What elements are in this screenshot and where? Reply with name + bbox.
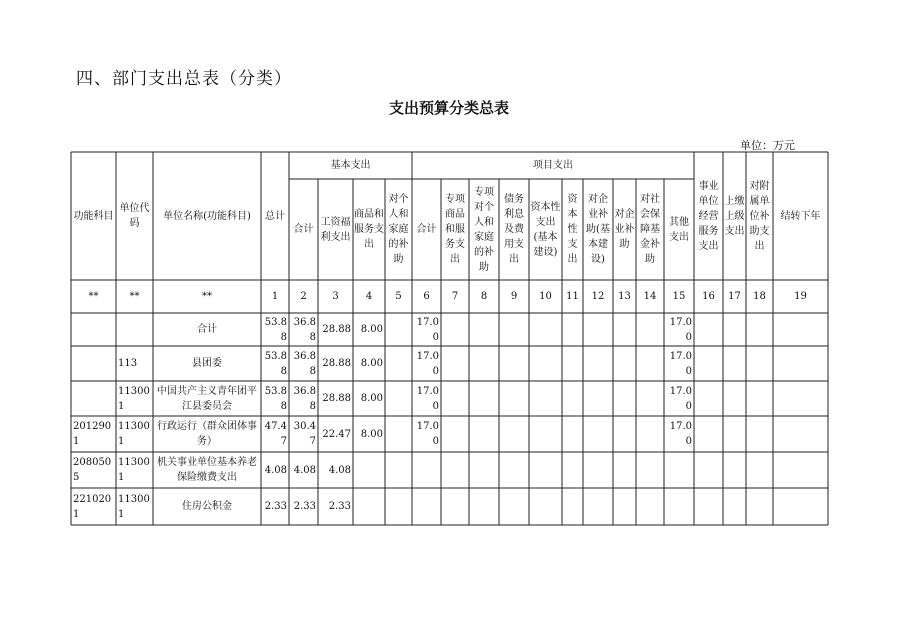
cell-total: 53.88 (264, 385, 287, 412)
index-cell: 7 (451, 291, 459, 302)
index-cell: 6 (423, 291, 430, 302)
cell-total: 47.47 (264, 421, 287, 447)
column-header-proj-other: 其他支出 (669, 216, 689, 243)
cell-func-subject (71, 381, 116, 416)
cell-proj-other: 17.00 (669, 350, 692, 377)
cell-unit-code: 113001 (118, 385, 150, 412)
cell-unit-code: 113001 (118, 457, 150, 483)
cell-proj-total (412, 488, 441, 525)
cell-proj-total: 17.00 (416, 421, 439, 447)
index-cell: 18 (753, 291, 766, 302)
table-title: 支出预算分类总表 (388, 99, 509, 117)
cell-basic-goods (353, 452, 385, 488)
column-header-basic-personal: 对个人和家庭的补助 (388, 194, 409, 265)
column-header-proj-capital: 资本性支出 (567, 194, 578, 265)
index-cell: 17 (728, 291, 741, 302)
cell-basic-goods (353, 488, 385, 525)
index-cell: 11 (566, 291, 579, 302)
cell-proj-total (412, 452, 441, 488)
cell-total: 2.33 (264, 501, 287, 512)
cell-basic-goods: 8.00 (360, 428, 383, 440)
cell-proj-other: 17.00 (669, 316, 692, 343)
cell-unit-name: 合计 (197, 324, 217, 335)
index-cell: ** (202, 291, 212, 302)
group-header-basic: 基本支出 (330, 160, 371, 171)
cell-basic-goods: 8.00 (360, 358, 383, 369)
index-cell: 10 (539, 291, 552, 302)
cell-unit-code: 113 (118, 358, 138, 369)
cell-basic-goods: 8.00 (360, 393, 383, 404)
cell-basic-salary: 28.88 (322, 393, 351, 404)
cell-basic-goods: 8.00 (360, 324, 383, 335)
cell-proj-total: 17.00 (416, 316, 439, 343)
column-header-proj-enterprise: 对企业补助 (614, 209, 635, 250)
index-cell: ** (88, 291, 99, 302)
cell-basic-salary: 28.88 (322, 324, 351, 335)
index-cell: 3 (332, 291, 339, 302)
cell-basic-salary: 4.08 (328, 464, 351, 476)
cell-basic-total: 4.08 (293, 464, 316, 476)
column-header-total: 总计 (265, 210, 285, 222)
column-header-basic-salary: 工资福利支出 (320, 216, 351, 243)
cell-basic-total: 30.47 (293, 421, 316, 447)
cell-unit-name: 机关事业单位基本养老保险缴费支出 (157, 457, 257, 483)
index-cell: 15 (672, 291, 686, 302)
cell-unit-name: 行政运行（群众团体事务） (157, 421, 257, 447)
cell-unit-name: 县团委 (192, 358, 222, 369)
column-header-unit-name: 单位名称(功能科目) (163, 210, 251, 222)
cell-basic-total: 36.88 (293, 350, 316, 377)
column-header-proj-enterprise-basic: 对企业补助(基本建设) (586, 194, 610, 265)
column-header-service: 事业单位经营服务支出 (698, 180, 719, 252)
cell-total: 53.88 (264, 350, 287, 377)
cell-basic-salary: 28.88 (322, 358, 351, 369)
cell-func-subject (71, 346, 116, 381)
cell-unit-name: 住房公积金 (182, 501, 232, 512)
cell-unit-code (116, 313, 153, 346)
index-cell: 1 (271, 291, 279, 302)
index-cell: 5 (395, 291, 402, 302)
cell-func-subject: 2210201 (73, 493, 112, 520)
column-header-proj-personal: 专项对个人和家庭的补助 (474, 186, 494, 273)
index-cell: 8 (480, 291, 488, 302)
cell-proj-other (664, 452, 694, 488)
cell-proj-total: 17.00 (416, 350, 439, 377)
cell-total: 53.88 (264, 316, 287, 343)
cell-proj-other: 17.00 (669, 421, 692, 447)
unit-label: 单位：万元 (740, 139, 795, 152)
index-cell: 13 (618, 291, 631, 302)
cell-basic-salary: 22.47 (322, 428, 351, 440)
column-header-basic-total: 合计 (293, 224, 314, 235)
index-cell: 19 (794, 291, 807, 302)
section-title: 四、部门支出总表（分类） (76, 69, 292, 89)
column-header-carry: 结转下年 (780, 210, 821, 222)
cell-basic-total: 2.33 (293, 501, 316, 512)
index-cell: 2 (300, 291, 307, 302)
cell-proj-other (664, 488, 694, 525)
cell-basic-total: 36.88 (293, 385, 316, 412)
column-header-proj-capital-basic: 资本性支出(基本建设) (530, 201, 561, 258)
column-header-proj-goods: 专项商品和服务支出 (445, 194, 465, 265)
cell-basic-total: 36.88 (293, 316, 316, 343)
column-header-func-subject: 功能科目 (73, 210, 114, 222)
index-cell: 12 (591, 291, 605, 302)
column-header-basic-goods: 商品和服务支出 (354, 209, 384, 250)
cell-total: 4.08 (264, 464, 287, 476)
cell-func-subject: 2080505 (73, 457, 112, 483)
column-header-proj-social: 对社会保障基金补助 (640, 194, 660, 265)
column-header-upper: 上缴上级支出 (724, 195, 745, 237)
cell-basic-salary: 2.33 (328, 501, 351, 512)
index-cell: 16 (702, 291, 715, 302)
index-cell: 4 (365, 291, 373, 302)
column-header-unit-code: 单位代码 (119, 203, 150, 229)
cell-func-subject: 2012901 (73, 421, 112, 447)
column-header-proj-total: 合计 (416, 224, 437, 235)
index-cell: 9 (510, 291, 518, 302)
cell-proj-total: 17.00 (416, 385, 439, 412)
cell-func-subject (71, 313, 116, 346)
group-header-project: 项目支出 (533, 160, 573, 171)
index-cell: ** (129, 291, 140, 302)
cell-unit-name: 中国共产主义青年团平江县委员会 (157, 385, 257, 412)
column-header-subsidy: 对附属单位补助支出 (749, 180, 770, 252)
cell-proj-other: 17.00 (669, 385, 692, 412)
cell-unit-code: 113001 (118, 493, 150, 520)
column-header-proj-debt: 债务利息及费用支出 (504, 194, 524, 265)
index-cell: 14 (643, 291, 657, 302)
cell-unit-code: 113001 (118, 421, 150, 447)
